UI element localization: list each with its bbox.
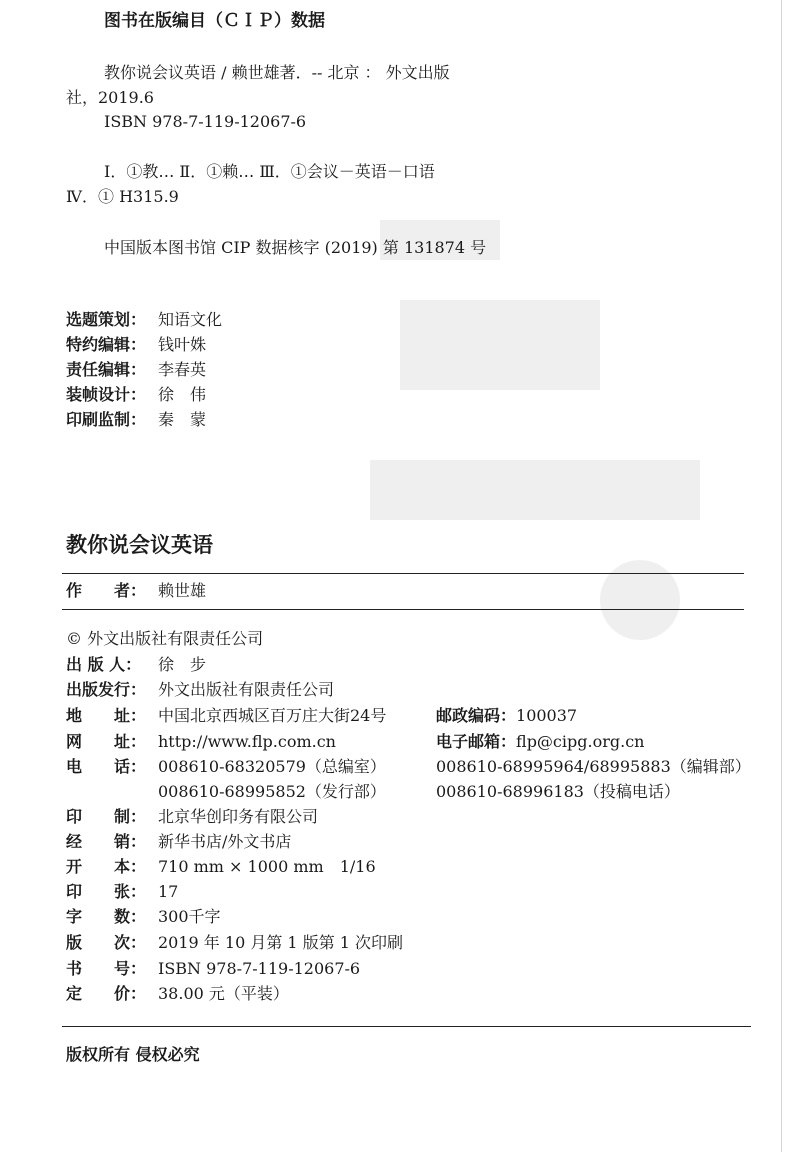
staff-label: 装帧设计：	[66, 385, 147, 404]
staff-value: 李春英	[158, 360, 207, 379]
detail-row-publisher	[66, 654, 206, 676]
detail-row-website	[66, 731, 336, 753]
detail-row-phone-2	[66, 781, 386, 803]
author-value: 赖世雄	[158, 581, 207, 600]
detail-value: 008610-68995852（发行部）	[158, 782, 386, 801]
cip-heading: 图书在版编目（ＣＩＰ）数据	[104, 11, 325, 31]
staff-row-design	[66, 384, 206, 406]
detail-label: 印 制：	[66, 807, 147, 826]
staff-label: 责任编辑：	[66, 360, 147, 379]
detail-label: 字 数：	[66, 907, 147, 926]
cip-classification-1: Ⅰ．①教… Ⅱ．①赖… Ⅲ．①会议－英语－口语	[104, 162, 435, 181]
staff-row-editor	[66, 359, 206, 381]
detail-row-format	[66, 856, 376, 878]
detail-label: 经 销：	[66, 832, 147, 851]
detail-row-edition	[66, 932, 403, 954]
author-rule	[62, 609, 744, 610]
detail-label: 书 号：	[66, 959, 147, 978]
detail-row-isbn	[66, 958, 360, 980]
detail-label: 出版发行：	[66, 680, 147, 699]
staff-value: 知语文化	[158, 310, 223, 329]
detail-row-address	[66, 705, 386, 727]
detail-value: 38.00 元（平装）	[158, 984, 289, 1003]
detail-label: 版 次：	[66, 933, 147, 952]
author-label: 作 者：	[66, 581, 147, 600]
detail-label: 出 版 人：	[66, 655, 142, 674]
detail-label: 网 址：	[66, 732, 147, 751]
footer-rule	[62, 1026, 751, 1027]
detail-value: 008610-68320579（总编室）	[158, 757, 386, 776]
staff-label: 选题策划：	[66, 310, 147, 329]
staff-row-print-supervision	[66, 409, 206, 431]
author-row	[66, 580, 206, 602]
detail-row-phone	[66, 756, 386, 778]
staff-label: 印刷监制：	[66, 410, 147, 429]
detail-value: 2019 年 10 月第 1 版第 1 次印刷	[158, 933, 404, 952]
detail-value: 710 mm × 1000 mm 1/16	[158, 857, 376, 876]
detail-value: 中国北京西城区百万庄大街24号	[158, 706, 387, 725]
staff-value: 徐 伟	[158, 385, 207, 404]
detail-value: 300千字	[158, 907, 221, 926]
cip-isbn: ISBN 978-7-119-12067-6	[104, 112, 307, 131]
detail-label: 电 话：	[66, 757, 147, 776]
cip-record-number: 中国版本图书馆 CIP 数据核字 (2019) 第 131874 号	[104, 238, 487, 257]
phone-submission: 008610-68996183（投稿电话）	[436, 782, 680, 801]
detail-value: http://www.flp.com.cn	[158, 732, 336, 751]
detail-label: 地 址：	[66, 706, 147, 725]
email-row	[436, 731, 644, 753]
detail-label: 定 价：	[66, 984, 147, 1003]
detail-label: 开 本：	[66, 857, 147, 876]
staff-value: 秦 蒙	[158, 410, 207, 429]
postcode-label: 邮政编码：	[436, 706, 517, 725]
email-value: flp@cipg.org.cn	[516, 732, 645, 751]
postcode-value: 100037	[516, 706, 578, 725]
cip-line-1: 教你说会议英语 / 赖世雄著．-- 北京 ： 外文出版	[104, 63, 450, 82]
phone-editorial: 008610-68995964/68995883（编辑部）	[436, 757, 751, 776]
detail-value: 徐 步	[158, 655, 207, 674]
detail-row-printer	[66, 806, 318, 828]
copyright-holder: © 外文出版社有限责任公司	[66, 629, 264, 648]
staff-value: 钱叶姝	[158, 335, 207, 354]
detail-value: 北京华创印务有限公司	[158, 807, 319, 826]
staff-row-planning	[66, 309, 222, 331]
cip-classification-2: Ⅳ．① H315.9	[66, 187, 179, 206]
detail-value: 外文出版社有限责任公司	[158, 680, 335, 699]
detail-value: 新华书店/外文书店	[158, 832, 292, 851]
detail-row-price	[66, 983, 289, 1005]
detail-value: ISBN 978-7-119-12067-6	[158, 959, 361, 978]
detail-row-sheets	[66, 881, 178, 903]
rights-notice: 版权所有 侵权必究	[66, 1045, 200, 1064]
detail-label: 印 张：	[66, 882, 147, 901]
email-label: 电子邮箱：	[436, 732, 517, 751]
detail-row-seller	[66, 831, 291, 853]
cip-line-2: 社，2019.6	[66, 88, 154, 107]
page-edge-line	[781, 0, 782, 1152]
book-title: 教你说会议英语	[66, 533, 213, 557]
detail-row-distribution	[66, 679, 334, 701]
staff-label: 特约编辑：	[66, 335, 147, 354]
detail-value: 17	[158, 882, 179, 901]
detail-row-word-count	[66, 906, 221, 928]
postcode-row	[436, 705, 577, 727]
staff-row-special-editor	[66, 334, 206, 356]
title-rule	[62, 573, 744, 574]
